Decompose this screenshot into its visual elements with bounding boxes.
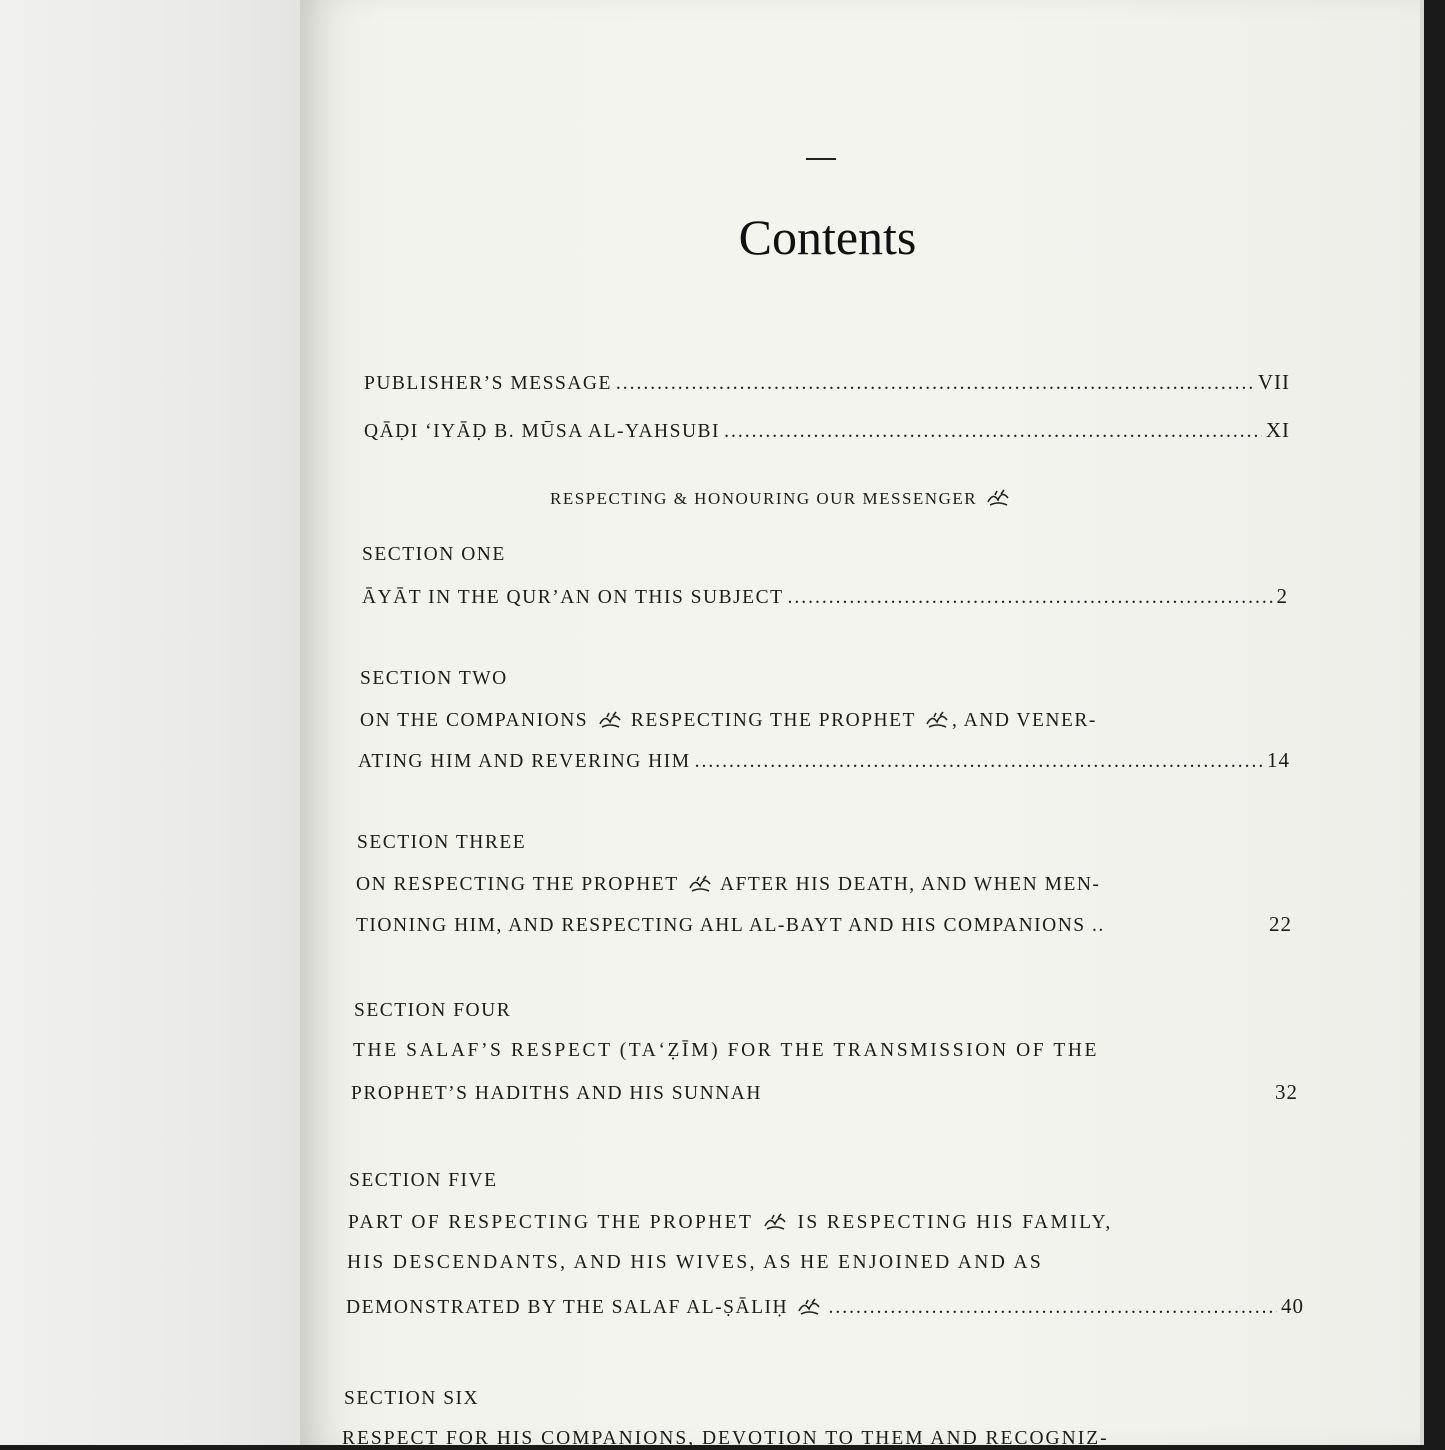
section-one-title — [362, 587, 784, 609]
line-text: HIS DESCENDANTS, AND HIS WIVES, AS HE ENJOINED AND AS — [347, 1252, 1044, 1273]
section-three-entry — [356, 912, 1292, 937]
section-six-line-1 — [342, 1428, 1109, 1450]
section-five-label: SECTION FIVE — [349, 1170, 498, 1191]
section-two-line-1 — [360, 708, 1228, 732]
honorific-icon — [924, 708, 950, 730]
dot-leader — [724, 421, 1262, 443]
line-text: AFTER HIS DEATH, AND WHEN MEN- — [719, 874, 1101, 895]
section-five-line-1 — [348, 1210, 1113, 1234]
section-five-line-2 — [347, 1252, 1043, 1274]
honorific-icon — [985, 486, 1011, 508]
line-text: PART OF RESPECTING THE PROPHET — [348, 1212, 753, 1233]
line-text: THE SALAF’S RESPECT (TA‘ẒĪM) FOR THE TRANSMISSION OF THE — [353, 1040, 1100, 1061]
line-text: DEMONSTRATED BY THE SALAF AL-ṢĀLIḤ — [346, 1297, 789, 1318]
section-three-page: 22 — [1269, 912, 1292, 936]
section-four-page: 32 — [1275, 1080, 1298, 1104]
dot-leader — [616, 373, 1254, 395]
section-five-entry — [346, 1294, 1304, 1319]
section-two-label: SECTION TWO — [360, 668, 508, 689]
section-four-label: SECTION FOUR — [354, 1000, 512, 1021]
part-heading — [550, 486, 1013, 509]
toc-entry-page: XI — [1265, 418, 1290, 442]
section-one-label: SECTION ONE — [362, 544, 506, 565]
section-four-entry — [351, 1080, 1298, 1105]
toc-entry-title: PUBLISHER’S MESSAGE — [364, 373, 612, 394]
line-text: IS RESPECTING HIS FAMILY, — [797, 1212, 1113, 1233]
dot-leader — [788, 587, 1273, 609]
line-text: RESPECTING THE PROPHET — [630, 710, 916, 731]
section-five-title-end — [346, 1295, 824, 1319]
line-text: ON THE COMPANIONS — [360, 710, 589, 731]
page-title: Contents — [738, 209, 917, 265]
section-one-page: 2 — [1276, 584, 1288, 608]
toc-entry-publishers-message — [364, 370, 1290, 395]
line-text: , AND VENER- — [951, 710, 1097, 731]
honorific-icon — [687, 872, 713, 894]
section-four-line-1 — [353, 1040, 1237, 1062]
dot-leader — [828, 1297, 1277, 1319]
dot-leader — [695, 751, 1263, 773]
section-three-title-end: TIONING HIM, AND RESPECTING AHL AL-BAYT AND HIS COMPANIONS .. — [356, 915, 1105, 936]
toc-entry-title: QĀḌI ‘IYĀḌ B. MŪSA AL-YAHSUBI — [364, 421, 721, 442]
honorific-icon — [597, 708, 623, 730]
section-one-entry — [362, 584, 1288, 609]
honorific-icon — [762, 1210, 788, 1232]
section-two-page: 14 — [1267, 748, 1290, 772]
line-text: ON RESPECTING THE PROPHET — [356, 874, 679, 895]
ornament-dash — [806, 158, 836, 160]
toc-entry-qadi-iyad — [364, 418, 1290, 443]
part-heading-text: RESPECTING & HONOURING OUR MESSENGER — [550, 489, 978, 508]
section-six-label: SECTION SIX — [344, 1388, 480, 1409]
honorific-icon — [796, 1295, 822, 1317]
section-one-title-text: ĀYĀT IN THE QUR’AN ON THIS SUBJECT — [362, 587, 784, 608]
section-five-page: 40 — [1281, 1294, 1304, 1318]
toc-entry-page: VII — [1257, 370, 1290, 394]
section-two-entry — [358, 748, 1290, 773]
section-two-title-end: ATING HIM AND REVERING HIM — [358, 751, 691, 772]
line-text: RESPECT FOR HIS COMPANIONS, DEVOTION TO THEM AND RECOGNIZ- — [342, 1428, 1109, 1449]
section-three-line-1 — [356, 872, 1100, 896]
section-three-label: SECTION THREE — [357, 832, 527, 853]
section-four-title-end: PROPHET’S HADITHS AND HIS SUNNAH — [351, 1083, 762, 1104]
